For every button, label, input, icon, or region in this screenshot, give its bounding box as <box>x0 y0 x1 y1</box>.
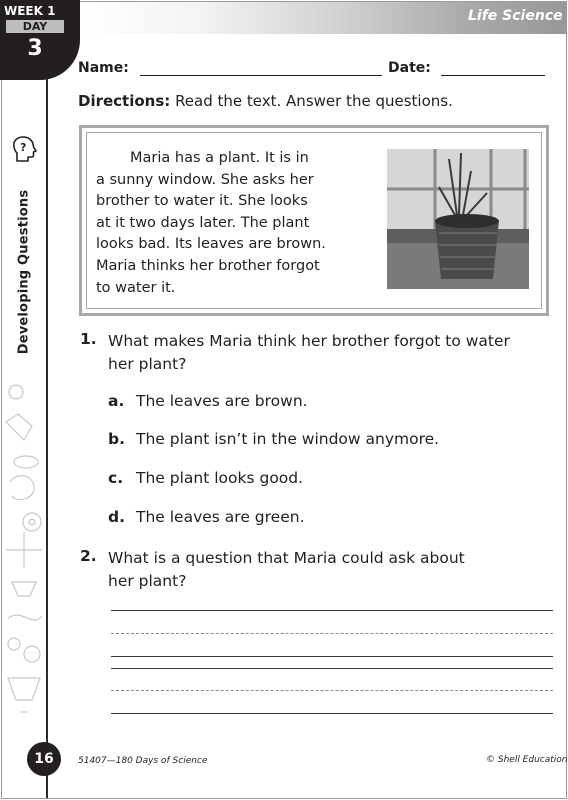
option-letter-d[interactable]: d. <box>108 508 125 526</box>
question-text <box>108 547 465 593</box>
head-question-icon <box>10 134 40 164</box>
directions-label: Directions: <box>78 92 171 110</box>
option-text-a[interactable]: The leaves are brown. <box>136 392 308 410</box>
date-field[interactable] <box>441 75 545 76</box>
week-day-badge <box>0 0 80 80</box>
left-sidebar <box>2 2 48 798</box>
option-letter-b[interactable]: b. <box>108 430 125 448</box>
passage-line: looks bad. Its leaves are brown. <box>96 236 326 253</box>
svg-text:?: ? <box>20 141 27 154</box>
passage-text <box>96 148 366 299</box>
day-number: 3 <box>27 36 43 61</box>
passage-line: Maria has a plant. It is in <box>130 150 309 166</box>
question-number: 1. <box>80 330 97 348</box>
option-letter-a[interactable]: a. <box>108 392 125 410</box>
name-field[interactable] <box>140 75 382 76</box>
option-text-d[interactable]: The leaves are green. <box>136 508 305 526</box>
skill-label-text: Developing Questions <box>16 189 32 355</box>
footer-book-title: 51407—180 Days of Science <box>78 756 208 766</box>
answer-line[interactable] <box>111 713 553 714</box>
page-number: 16 <box>27 742 61 776</box>
option-letter-c[interactable]: c. <box>108 469 124 487</box>
skill-label <box>8 182 40 362</box>
day-label: DAY <box>6 20 64 33</box>
name-label: Name: <box>78 60 129 76</box>
week-label: WEEK 1 <box>4 4 56 18</box>
science-doodles-decoration <box>2 382 46 722</box>
question-number: 2. <box>80 547 97 565</box>
subject-title: Life Science <box>468 8 563 24</box>
passage-line: brother to water it. She looks <box>96 193 308 210</box>
answer-line[interactable] <box>111 656 553 657</box>
passage-line: at it two days later. The plant <box>96 214 310 231</box>
question-text <box>108 330 510 376</box>
passage-line: to water it. <box>96 279 176 296</box>
subject-banner <box>80 2 566 34</box>
directions <box>78 92 453 110</box>
passage-line: Maria thinks her brother forgot <box>96 257 320 274</box>
passage-line: a sunny window. She asks her <box>96 171 314 188</box>
answer-line[interactable] <box>111 668 553 669</box>
date-label: Date: <box>388 60 431 76</box>
potted-plant-photo <box>387 149 529 289</box>
reading-passage-box <box>79 125 549 316</box>
question-text-line: her plant? <box>108 355 187 373</box>
question-text-line: her plant? <box>108 572 187 590</box>
option-text-c[interactable]: The plant looks good. <box>136 469 304 487</box>
answer-guide-line <box>111 690 553 691</box>
footer-publisher: © Shell Education <box>486 755 568 765</box>
question-text-line: What makes Maria think her brother forgot to water <box>108 332 510 350</box>
question-text-line: What is a question that Maria could ask about <box>108 549 465 567</box>
answer-guide-line <box>111 633 553 634</box>
option-text-b[interactable]: The plant isn’t in the window anymore. <box>136 430 440 448</box>
directions-text: Read the text. Answer the questions. <box>175 92 453 110</box>
answer-line[interactable] <box>111 610 553 611</box>
